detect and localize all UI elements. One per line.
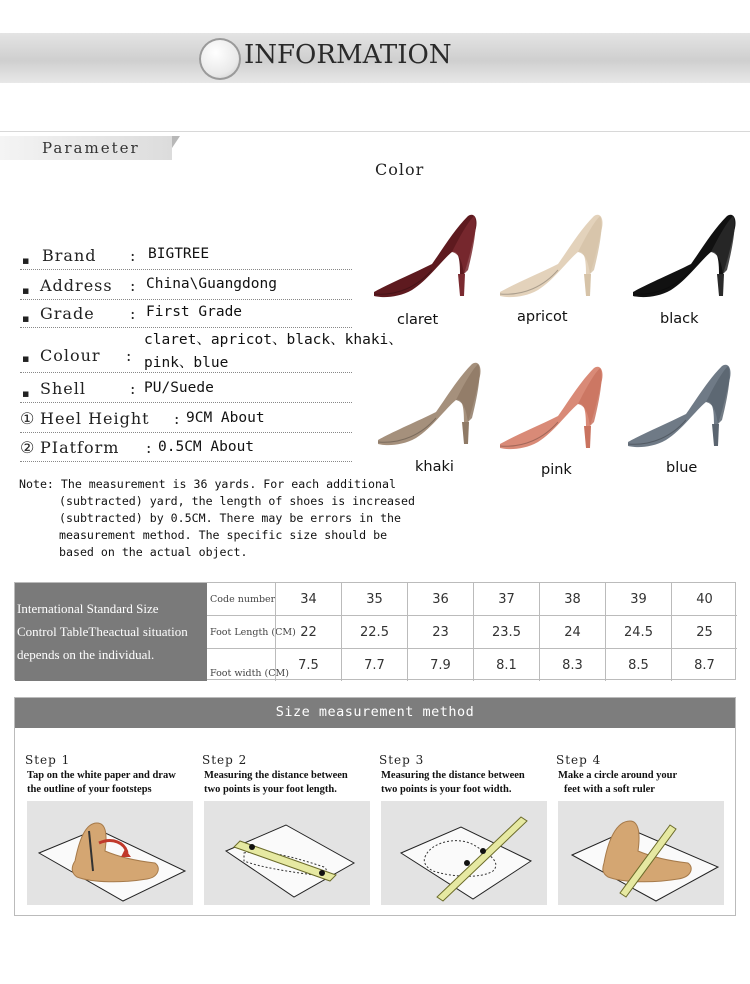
width-cell: 7.5 (275, 649, 341, 681)
note-line: based on the actual object. (59, 545, 248, 559)
spec-row-shell (20, 373, 352, 403)
step-title: Step 2 (202, 753, 248, 767)
spec-value: First Grade (146, 304, 243, 320)
step-title: Step 3 (379, 753, 425, 767)
platform-marker: ② (20, 438, 36, 457)
spec-value: PU/Suede (144, 380, 214, 396)
pump-shoe-icon (494, 352, 604, 462)
length-cell: 24 (539, 616, 605, 648)
spec-value: 9CM About (186, 410, 265, 426)
row-label-length: Foot Length (CM) (210, 626, 296, 638)
step-text-line: the outline of your footsteps (27, 784, 152, 795)
spec-label: Grade (40, 304, 95, 323)
spec-row-colour (20, 328, 403, 373)
shoe-image-claret (368, 200, 478, 310)
row-label-width: Foot width (CM) (210, 668, 289, 679)
shoe-label-khaki: khaki (415, 459, 454, 475)
step-text-line: Measuring the distance between (204, 770, 348, 781)
heel-height-marker: ① (20, 409, 36, 428)
foot-outline-icon (27, 801, 193, 905)
width-cell: 7.9 (407, 649, 473, 681)
measurement-section (14, 697, 736, 916)
width-cell: 8.3 (539, 649, 605, 681)
note-line: (subtracted) by 0.5CM. There may be errors in the (59, 511, 402, 525)
bullet-icon: ▪ (22, 254, 30, 267)
shoe-label-black: black (660, 311, 699, 327)
measurement-title: Size measurement method (275, 704, 475, 720)
foot-circle-illustration (558, 801, 724, 905)
shoe-label-apricot: apricot (517, 309, 568, 325)
step-4 (556, 753, 724, 907)
shoe-image-blue (622, 350, 732, 460)
width-cell: 8.1 (473, 649, 539, 681)
spec-label: Colour (40, 346, 101, 365)
shoe-image-black (627, 200, 737, 310)
divider (0, 131, 750, 132)
foot-outline-illustration (27, 801, 193, 905)
spec-label: Shell (40, 379, 86, 398)
pump-shoe-icon (372, 348, 482, 458)
step-text-line: feet with a soft ruler (564, 784, 655, 795)
banner-circle-icon (199, 38, 241, 80)
ruler-length-icon (204, 801, 370, 905)
shoe-image-khaki (372, 348, 482, 458)
code-cell: 40 (671, 583, 737, 615)
spec-value: claret、apricot、black、khaki、 (144, 332, 403, 348)
note-line: (subtracted) yard, the length of shoes is increased (59, 494, 415, 508)
step-title: Step 4 (556, 753, 602, 767)
pump-shoe-icon (627, 200, 737, 310)
length-cell: 22.5 (341, 616, 407, 648)
step-text (381, 769, 549, 797)
step-text-line: Tap on the white paper and draw (27, 770, 176, 781)
code-cell: 36 (407, 583, 473, 615)
row-label-code: Code number (210, 593, 276, 605)
spec-colon: : (130, 304, 136, 323)
foot-length-illustration (204, 801, 370, 905)
spec-label: Heel Height (40, 409, 150, 428)
step-2 (202, 753, 370, 907)
ruler-width-icon (381, 801, 547, 905)
spec-label: Address (40, 276, 113, 295)
step-text (204, 769, 372, 797)
step-text-line: two points is your foot length. (204, 784, 337, 795)
step-3 (379, 753, 547, 907)
caption-line: International Standard Size (17, 601, 159, 616)
bullet-icon: ▪ (22, 284, 30, 297)
spec-label: PIatform (40, 438, 120, 457)
spec-row-brand (20, 240, 352, 270)
banner-title: INFORMATION (244, 40, 452, 70)
pump-shoe-icon (368, 200, 478, 310)
length-cell: 25 (671, 616, 737, 648)
code-cell: 39 (605, 583, 671, 615)
soft-ruler-icon (558, 801, 724, 905)
parameter-tab-corner (172, 136, 180, 148)
spec-label: Brand (42, 246, 97, 265)
step-title: Step 1 (25, 753, 71, 767)
code-cell: 37 (473, 583, 539, 615)
step-text-line: Make a circle around your (558, 770, 678, 781)
spec-colon: : (146, 438, 152, 457)
bullet-icon: ▪ (22, 352, 30, 365)
note-line: measurement method. The specific size should be (59, 528, 388, 542)
width-cell: 8.7 (671, 649, 737, 681)
pump-shoe-icon (494, 200, 604, 310)
shoe-label-pink: pink (541, 462, 572, 478)
code-cell: 38 (539, 583, 605, 615)
bullet-icon: ▪ (22, 387, 30, 400)
step-text-line: two points is your foot width. (381, 784, 512, 795)
parameter-label: Parameter (42, 139, 140, 157)
spec-row-platform (20, 432, 352, 462)
spec-row-grade (20, 298, 352, 328)
length-cell: 22 (275, 616, 341, 648)
step-1 (25, 753, 193, 907)
shoe-image-apricot (494, 200, 604, 310)
note-line: Note: The measurement is 36 yards. For each additional (19, 477, 396, 491)
spec-row-address (20, 270, 352, 300)
spec-value: 0.5CM About (158, 439, 255, 455)
spec-colon: : (130, 276, 136, 295)
caption-line: Control TableTheactual situation (17, 624, 188, 639)
size-table-caption (17, 597, 207, 666)
spec-value: China\Guangdong (146, 276, 277, 292)
bullet-icon: ▪ (22, 312, 30, 325)
foot-width-illustration (381, 801, 547, 905)
length-cell: 23.5 (473, 616, 539, 648)
spec-value: BIGTREE (148, 246, 210, 262)
width-cell: 8.5 (605, 649, 671, 681)
step-text (27, 769, 195, 797)
spec-row-heel-height (20, 403, 352, 433)
size-table-caption-box (15, 583, 207, 681)
length-cell: 23 (407, 616, 473, 648)
step-text-line: Measuring the distance between (381, 770, 525, 781)
shoe-image-pink (494, 352, 604, 462)
size-table (14, 582, 736, 680)
caption-line: depends on the individual. (17, 647, 155, 662)
spec-colon: : (130, 379, 136, 398)
pump-shoe-icon (622, 350, 732, 460)
width-cell: 7.7 (341, 649, 407, 681)
spec-colon: : (174, 409, 180, 428)
code-cell: 35 (341, 583, 407, 615)
step-text (558, 769, 726, 797)
shoe-label-blue: blue (666, 460, 698, 476)
spec-value-continued: pink、blue (144, 355, 229, 371)
code-cell: 34 (275, 583, 341, 615)
length-cell: 24.5 (605, 616, 671, 648)
spec-colon: : (126, 346, 132, 365)
color-title: Color (375, 160, 425, 179)
size-note (19, 476, 415, 561)
spec-colon: : (130, 246, 136, 265)
shoe-label-claret: claret (397, 312, 439, 328)
